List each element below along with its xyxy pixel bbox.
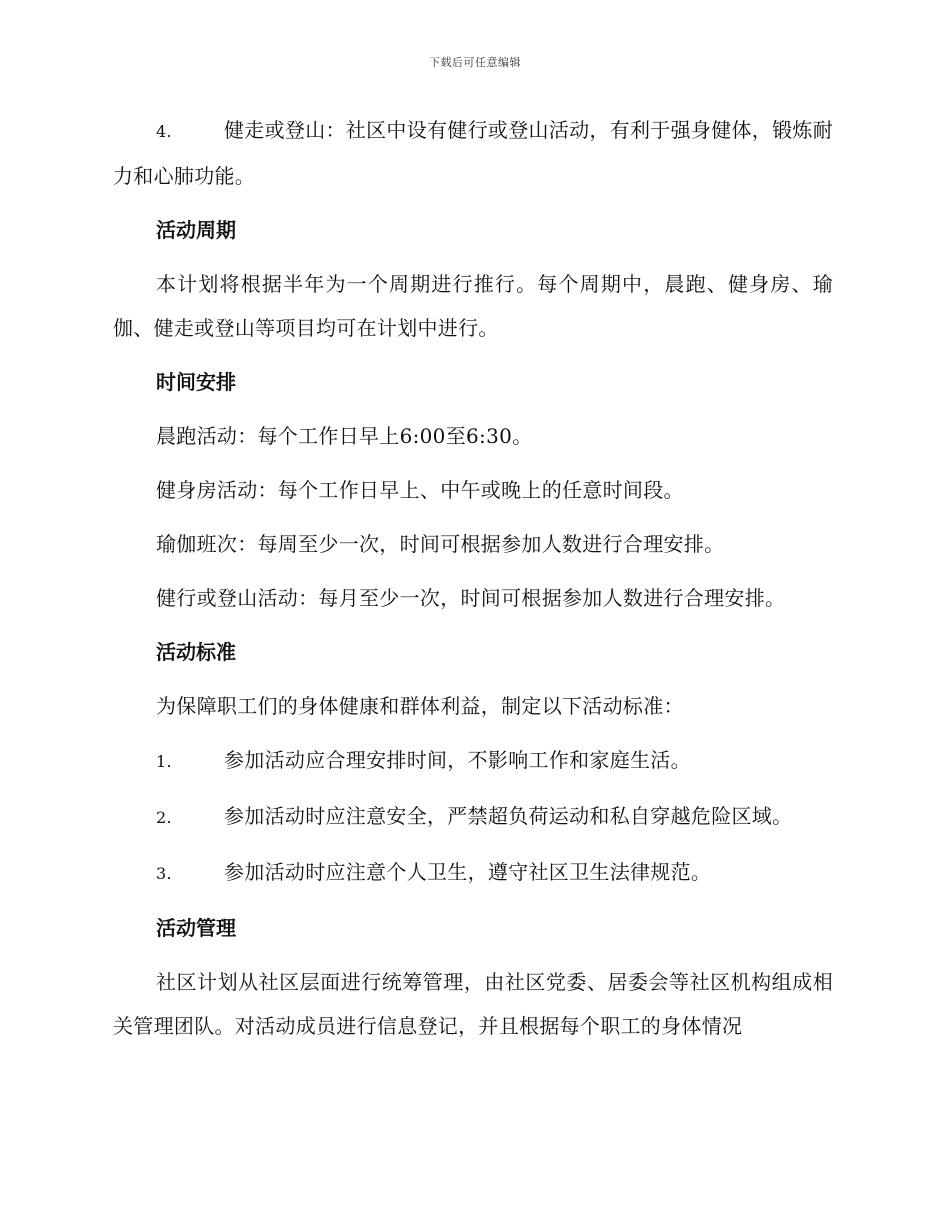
page-header: 下载后可任意编辑 [429, 56, 521, 69]
schedule-item-yoga: 瑜伽班次：每周至少一次，时间可根据参加人数进行合理安排。 [156, 532, 725, 556]
list-item-text: 参加活动时应注意安全，严禁超负荷运动和私自穿越危险区域。 [224, 804, 793, 828]
section-heading-standard: 活动标准 [156, 640, 236, 664]
list-item-4 [113, 108, 833, 198]
list-item-1 [113, 738, 833, 784]
schedule-item-gym: 健身房活动：每个工作日早上、中午或晚上的任意时间段。 [156, 478, 684, 502]
section-heading-schedule: 时间安排 [156, 370, 236, 394]
list-number: 4. [156, 122, 172, 141]
schedule-item-running: 晨跑活动：每个工作日早上6:00至6:30。 [156, 424, 533, 448]
list-item-3 [113, 850, 833, 896]
list-item-text: 健走或登山：社区中设有健行或登山活动，有利于强身健体，锻炼耐力和心肺功能。 [113, 118, 833, 188]
section-heading-manage: 活动管理 [156, 916, 236, 940]
schedule-item-hiking: 健行或登山活动：每月至少一次，时间可根据参加人数进行合理安排。 [156, 586, 786, 610]
list-item-text: 参加活动应合理安排时间，不影响工作和家庭生活。 [224, 748, 691, 772]
list-number: 3. [156, 864, 172, 883]
paragraph-cycle: 本计划将根据半年为一个周期进行推行。每个周期中，晨跑、健身房、瑜伽、健走或登山等项目均可在计划中进行。 [113, 272, 833, 340]
document-body [113, 108, 833, 1058]
list-number: 2. [156, 808, 172, 827]
paragraph-manage: 社区计划从社区层面进行统筹管理，由社区党委、居委会等社区机构组成相关管理团队。对活动成员进行信息登记，并且根据每个职工的身体情况 [113, 970, 833, 1038]
list-number: 1. [156, 752, 172, 771]
paragraph-standard: 为保障职工们的身体健康和群体利益，制定以下活动标准： [156, 694, 684, 718]
list-item-2 [113, 794, 833, 840]
section-heading-cycle: 活动周期 [156, 218, 236, 242]
list-item-text: 参加活动时应注意个人卫生，遵守社区卫生法律规范。 [224, 860, 712, 884]
